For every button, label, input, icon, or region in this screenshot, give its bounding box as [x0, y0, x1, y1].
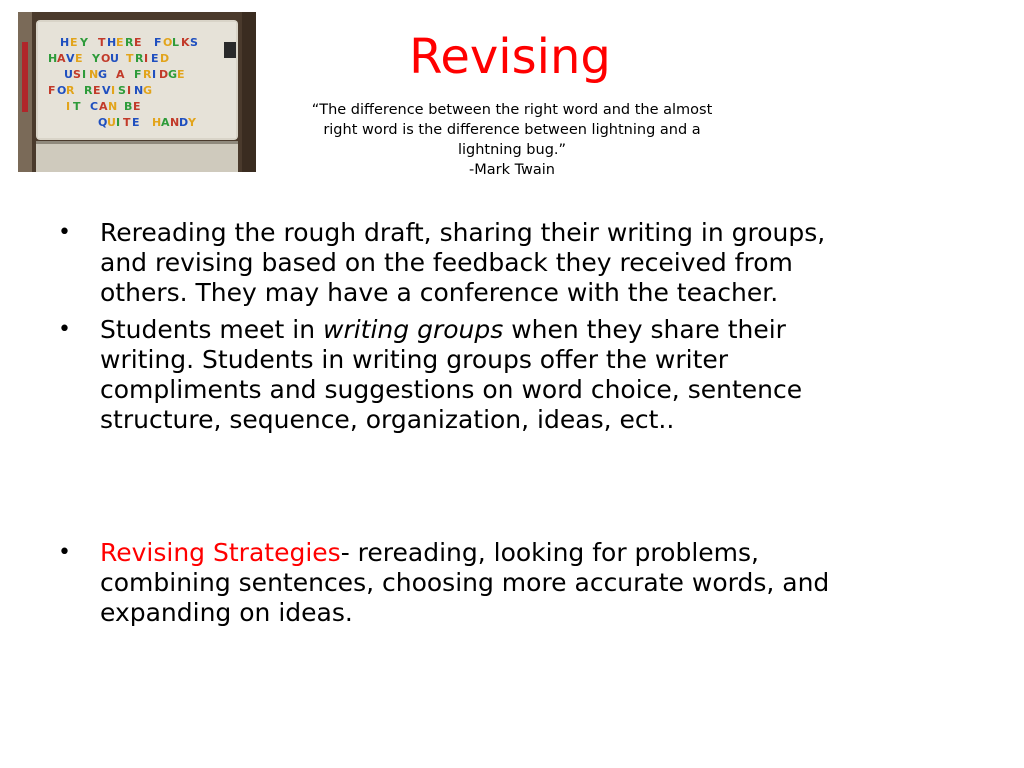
svg-text:O: O [163, 36, 173, 49]
svg-text:T: T [73, 100, 81, 113]
svg-text:E: E [70, 36, 78, 49]
bullet-text-line: structure, sequence, organization, ideas, ect.. [100, 405, 675, 434]
svg-text:A: A [161, 116, 170, 129]
bullet-text-line: compliments and suggestions on word choice, sentence [100, 375, 803, 404]
svg-text:B: B [124, 100, 133, 113]
svg-text:I: I [144, 52, 149, 65]
svg-text:G: G [168, 68, 178, 81]
svg-text:K: K [181, 36, 190, 49]
svg-text:G: G [98, 68, 108, 81]
bullet-text-line [100, 315, 976, 345]
svg-text:V: V [66, 52, 75, 65]
svg-text:R: R [84, 84, 93, 97]
svg-text:O: O [57, 84, 67, 97]
svg-text:D: D [159, 68, 169, 81]
svg-text:S: S [73, 68, 81, 81]
svg-text:T: T [98, 36, 106, 49]
svg-text:I: I [82, 68, 87, 81]
svg-text:E: E [151, 52, 159, 65]
svg-text:F: F [154, 36, 162, 49]
bullet-rereading [56, 218, 976, 308]
bullet-text-line: writing. Students in writing groups offer the writer [100, 345, 729, 374]
quote-attribution: -Mark Twain [468, 162, 556, 178]
svg-text:V: V [102, 84, 111, 97]
bullet-text-prefix: Students meet in [100, 315, 323, 344]
svg-text:S: S [190, 36, 198, 49]
svg-text:I: I [152, 68, 157, 81]
svg-text:E: E [177, 68, 185, 81]
bullet-revising-strategies [56, 538, 976, 628]
revising-strategies-label: Revising Strategies [100, 538, 341, 567]
bullet-text-line [100, 538, 976, 568]
svg-text:R: R [135, 52, 144, 65]
svg-text:A: A [57, 52, 66, 65]
svg-text:A: A [99, 100, 108, 113]
svg-text:Y: Y [80, 36, 88, 49]
slide-title: Revising [409, 29, 611, 85]
bullet-text-line: Rereading the rough draft, sharing their writing in groups, [100, 218, 826, 247]
svg-text:D: D [160, 52, 170, 65]
bullet-text-line: expanding on ideas. [100, 598, 353, 627]
svg-text:R: R [125, 36, 134, 49]
svg-text:N: N [108, 100, 118, 113]
svg-text:O: O [101, 52, 111, 65]
svg-text:E: E [133, 100, 141, 113]
bullet-icon: • [58, 317, 71, 342]
svg-text:H: H [60, 36, 70, 49]
svg-text:E: E [93, 84, 101, 97]
svg-text:U: U [107, 116, 116, 129]
svg-text:E: E [134, 36, 142, 49]
bullet-text-line: and revising based on the feedback they received from [100, 248, 793, 277]
svg-text:L: L [172, 36, 180, 49]
bullet-text-suffix: when they share their [503, 315, 786, 344]
svg-text:G: G [143, 84, 153, 97]
svg-text:H: H [152, 116, 162, 129]
svg-text:T: T [123, 116, 131, 129]
mark-twain-quote [272, 100, 752, 180]
svg-text:E: E [132, 116, 140, 129]
svg-text:U: U [64, 68, 73, 81]
writing-groups-emphasis: writing groups [323, 315, 504, 344]
svg-text:Y: Y [92, 52, 100, 65]
svg-text:H: H [107, 36, 117, 49]
svg-text:S: S [118, 84, 126, 97]
svg-text:N: N [170, 116, 180, 129]
bullet-icon: • [58, 540, 71, 565]
svg-text:C: C [90, 100, 99, 113]
svg-text:E: E [75, 52, 83, 65]
svg-text:Y: Y [188, 116, 196, 129]
fridge-magnet-photo [18, 12, 256, 172]
svg-text:F: F [48, 84, 56, 97]
svg-text:I: I [111, 84, 116, 97]
svg-text:I: I [127, 84, 132, 97]
svg-text:R: R [66, 84, 75, 97]
bullet-writing-groups [56, 315, 976, 435]
bullet-icon: • [58, 220, 71, 245]
quote-line: lightning bug.” [457, 142, 567, 158]
svg-text:U: U [110, 52, 119, 65]
svg-text:N: N [134, 84, 144, 97]
svg-text:N: N [89, 68, 99, 81]
svg-text:E: E [116, 36, 124, 49]
bullet-list [56, 218, 976, 635]
svg-text:H: H [48, 52, 58, 65]
svg-text:Q: Q [98, 116, 108, 129]
svg-text:D: D [179, 116, 189, 129]
svg-text:I: I [66, 100, 71, 113]
bullet-text-line: others. They may have a conference with the teacher. [100, 278, 779, 307]
quote-line: right word is the difference between lightning and a [323, 122, 701, 138]
svg-text:I: I [116, 116, 121, 129]
fridge-magnet-image [18, 12, 256, 172]
svg-text:F: F [134, 68, 142, 81]
bullet-text-line: combining sentences, choosing more accurate words, and [100, 568, 830, 597]
bullet-text-rest: - rereading, looking for problems, [340, 538, 759, 567]
svg-text:T: T [126, 52, 134, 65]
svg-text:A: A [116, 68, 125, 81]
svg-text:R: R [143, 68, 152, 81]
quote-line: “The difference between the right word and the almost [311, 102, 713, 118]
